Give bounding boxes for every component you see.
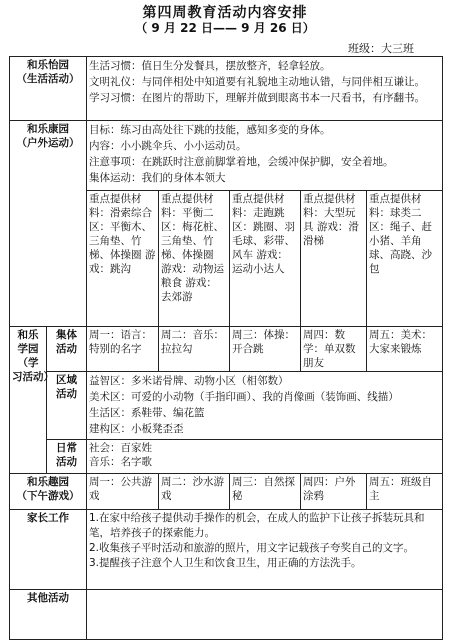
outdoor-material-cell: 重点提供材料：球类二区：绳子、赶小猪、羊角球、高跷、沙包: [367, 191, 443, 327]
learning-area-row: [10, 372, 443, 440]
group-day-cell: 周三：体操：开合跳: [230, 327, 301, 372]
other-row: [10, 590, 443, 640]
learning-group-row: [10, 327, 443, 372]
life-line: 学习习惯：在图片的帮助下，理解并做到眼离书本一尺看书，有序翻书。: [89, 92, 425, 104]
outdoor-material-cell: 重点提供材料：滑索综合区：平衡木、三角垫、竹梯、体操圈 游戏：跳沟: [87, 191, 159, 327]
parents-line: 3.提醒孩子注意个人卫生和饮食卫生，用正确的方法洗手。: [89, 557, 362, 569]
area-line: 美术区：可爱的小动物（手指印画）、我的肖像画（装饰画、线描）: [89, 391, 399, 403]
life-content: [87, 57, 443, 121]
group-day-cell: 周四：数学：单双数朋友: [301, 327, 367, 372]
group-day-cell: 周一：语言：特别的名字: [87, 327, 159, 372]
afternoon-day-cell: 周五：班级自主: [367, 474, 443, 510]
daily-line: 音乐：名字歌: [89, 456, 152, 468]
page-title: 第四周教育活动内容安排: [142, 5, 308, 21]
outdoor-material-cell: 重点提供材料：走跑跳区：跳圈、羽毛球、彩带、风车 游戏：运动小达人: [230, 191, 301, 327]
parents-line: 1.在家中给孩子提供动手操作的机会，在成人的监护下让孩子拆装玩具和笔，培养孩子的探索能力。: [89, 512, 425, 539]
class-label: 班级：大三班: [348, 42, 414, 55]
learning-section-label: 和乐 学园 （学 习活动）: [10, 327, 47, 474]
afternoon-day-cell: 周三：自然探秘: [230, 474, 301, 510]
other-section-label: 其他活动: [10, 590, 87, 640]
group-activity-label: 集体 活动: [47, 327, 87, 372]
outdoor-intro-line: 内容：小小跳伞兵、小小运动员。: [89, 140, 247, 152]
area-line: 益智区：多米诺骨牌、动物小区（相邻数）: [89, 375, 289, 387]
afternoon-day-cell: 周二：沙水游戏: [159, 474, 230, 510]
parents-content: [87, 510, 443, 590]
afternoon-section-label: 和乐趣园 （下午游戏）: [10, 474, 87, 510]
life-section-label: 和乐怡园 （生活活动）: [10, 57, 87, 121]
afternoon-day-cell: 周四：户外涂鸦: [301, 474, 367, 510]
parents-line: 2.收集孩子平时活动和旅游的照片，用文字记载孩子夸奖自己的文字。: [89, 542, 415, 554]
outdoor-intro-line: 目标：练习由高处往下跳的技能，感知多变的身体。: [89, 124, 331, 136]
area-content: [87, 372, 443, 440]
life-line: 生活习惯：值日生分发餐具，摆放整齐，轻拿轻放。: [89, 60, 331, 72]
outdoor-intro-row: [10, 121, 443, 191]
area-line: 建构区：小板凳歪歪: [89, 423, 184, 435]
schedule-table: [9, 56, 443, 640]
group-day-cell: 周二：音乐：拉拉勾: [159, 327, 230, 372]
date-range: （ 9 月 22 日—— 9 月 26 日）: [135, 21, 315, 35]
area-line: 生活区：系鞋带、编花篮: [89, 407, 205, 419]
outdoor-material-cell: 重点提供材料：大型玩具 游戏：滑滑梯: [301, 191, 367, 327]
outdoor-intro-line: 集体运动：我们的身体本领大: [89, 172, 226, 184]
afternoon-row: [10, 474, 443, 510]
area-activity-label: 区域 活动: [47, 372, 87, 440]
other-content: [87, 590, 443, 640]
learning-daily-row: [10, 440, 443, 474]
daily-line: 社会：百家姓: [89, 442, 152, 454]
outdoor-intro-line: 注意事项：在跳跃时注意前脚掌着地，会缓冲保护脚，安全着地。: [89, 156, 394, 168]
parents-row: [10, 510, 443, 590]
parents-section-label: 家长工作: [10, 510, 87, 590]
outdoor-material-cell: 重点提供材料：平衡二区：梅花桩、三角垫、竹梯、体操圈 游戏：动物运粮食 游戏：去郊游: [159, 191, 230, 327]
group-day-cell: 周五：美术：大家来锻炼: [367, 327, 443, 372]
outdoor-section-label: 和乐康园 （户外运动）: [10, 121, 87, 327]
daily-activity-label: 日常 活动: [47, 440, 87, 474]
life-row: [10, 57, 443, 121]
daily-content: [87, 440, 443, 474]
afternoon-day-cell: 周一：公共游戏: [87, 474, 159, 510]
life-line: 文明礼仪：与同伴相处中知道要有礼貌地主动地认错，与同伴相互谦让。: [89, 76, 425, 88]
outdoor-intro: [87, 121, 443, 191]
